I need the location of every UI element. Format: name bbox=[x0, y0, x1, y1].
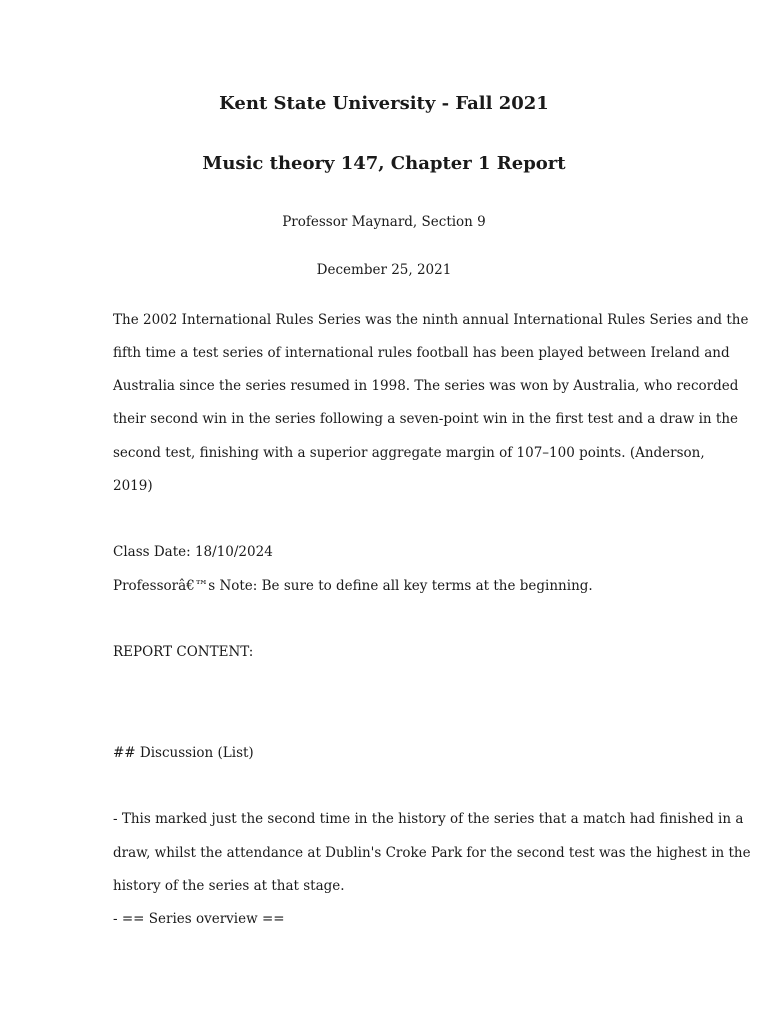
list-item-line: history of the series at that stage. bbox=[113, 878, 345, 894]
list-item-line: draw, whilst the attendance at Dublin's Croke Park for the second test was the highest in the bbox=[113, 845, 751, 861]
date-line: December 25, 2021 bbox=[316, 262, 452, 278]
discussion-heading: ## Discussion (List) bbox=[113, 745, 254, 761]
paragraph-line: The 2002 International Rules Series was the ninth annual International Rules Series and the bbox=[113, 312, 749, 328]
paragraph-line: fifth time a test series of international rules football has been played between Ireland and bbox=[113, 345, 730, 361]
report-title: Music theory 147, Chapter 1 Report bbox=[202, 153, 566, 174]
paragraph-line: Australia since the series resumed in 1998. The series was won by Australia, who recorded bbox=[113, 378, 739, 394]
paragraph-line: second test, finishing with a superior aggregate margin of 107–100 points. (Anderson, bbox=[113, 445, 705, 461]
university-heading: Kent State University - Fall 2021 bbox=[219, 93, 549, 114]
paragraph-line: 2019) bbox=[113, 478, 153, 494]
class-date: Class Date: 18/10/2024 bbox=[113, 544, 273, 560]
report-content-label: REPORT CONTENT: bbox=[113, 644, 254, 660]
professor-line: Professor Maynard, Section 9 bbox=[282, 214, 486, 230]
professor-note: Professorâ€™s Note: Be sure to define all key terms at the beginning. bbox=[113, 578, 593, 594]
paragraph-line: their second win in the series following a seven-point win in the first test and a draw in the bbox=[113, 411, 739, 427]
list-item-line: - This marked just the second time in the history of the series that a match had finished in a bbox=[113, 811, 744, 827]
list-item: - == Series overview == bbox=[113, 911, 285, 927]
